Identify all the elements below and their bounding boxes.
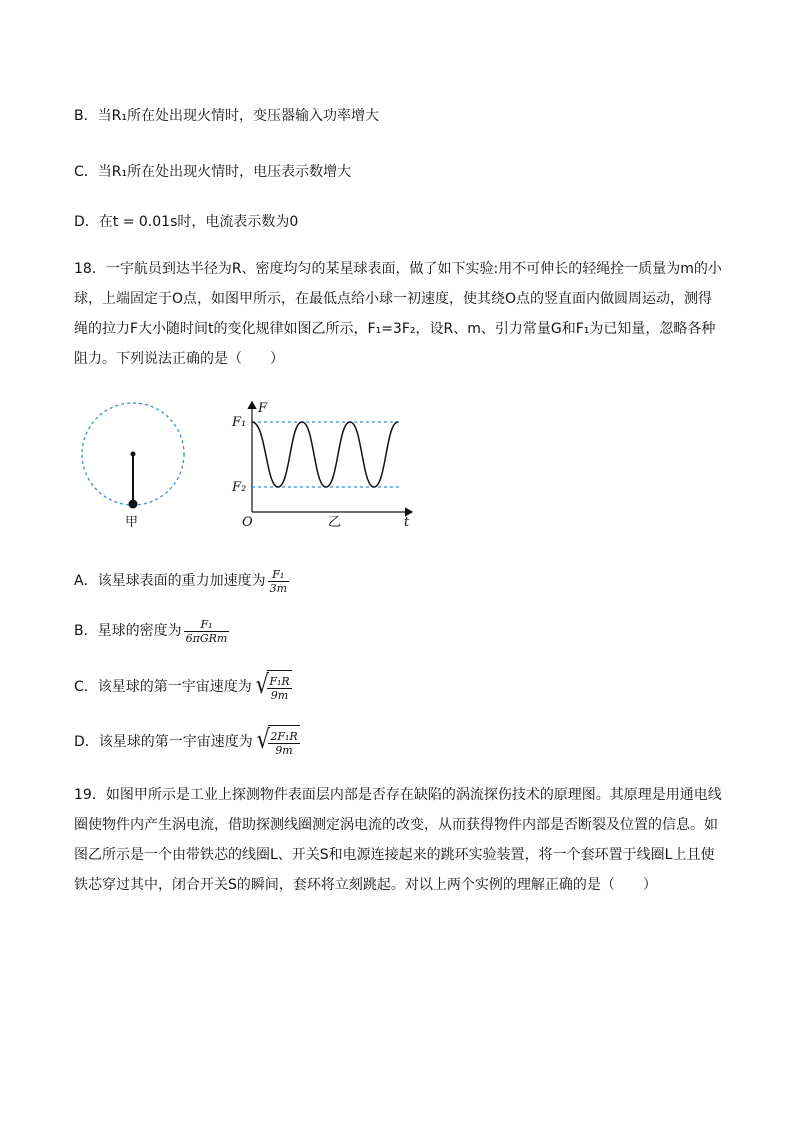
y-axis-label: F bbox=[258, 401, 268, 416]
option-a-numerator: F₁ bbox=[268, 568, 289, 582]
option-b-text: B．星球的密度为 bbox=[74, 623, 182, 639]
option-a-denominator: 3m bbox=[269, 581, 288, 595]
option-d-denominator: 9m bbox=[275, 743, 293, 757]
f1-label: F₁ bbox=[232, 415, 247, 430]
origin-label: O bbox=[242, 515, 253, 530]
question-18-stem: 18．一宇航员到达半径为R、密度均匀的某星球表面，做了如下实验:用不可伸长的轻绳拴一质量为m的小球，上端固定于O点，如图甲所示，在最低点给小球一初速度，使其绕O点的竖直面内做圆周运动，测得绳的拉力F大小随时间t的变化规律如图乙所示，F₁=3F₂，设R、m、引力常量G和F₁为已知量，忽略各种阻力。下列说法正确的是（ ） bbox=[74, 261, 722, 367]
right-caption: 乙 bbox=[328, 515, 342, 530]
option-a-text: A．该星球表面的重力加速度为 bbox=[74, 573, 266, 589]
option-b-numerator: F₁ bbox=[184, 618, 230, 632]
figure-right-graph bbox=[228, 398, 418, 530]
option-a-fraction bbox=[268, 568, 289, 595]
pivot-point bbox=[131, 452, 136, 457]
option-c bbox=[74, 670, 292, 704]
option-b-prev: B．当R₁所在处出现火情时，变压器输入功率增大 bbox=[74, 108, 379, 124]
x-axis-label: t bbox=[404, 515, 410, 530]
option-b-denominator: 6πGRm bbox=[185, 631, 228, 645]
question-19-stem: 19．如图甲所示是工业上探测物件表面层内部是否存在缺陷的涡流探伤技术的原理图。其原理是用通电线圈使物件内产生涡电流，借助探测线圈测定涡电流的改变，从而获得物件内部是否断裂及位置的信息。如图乙所示是一个由带铁芯的线圈L、开关S和电源连接起来的跳环实验装置，将一个套环置于线圈L上且使铁芯穿过其中，闭合开关S的瞬间，套环将立刻跳起。对以上两个实例的理解正确的是（ ） bbox=[74, 787, 722, 893]
f2-label: F₂ bbox=[232, 480, 247, 495]
option-c-text: C．该星球的第一宇宙速度为 bbox=[74, 679, 252, 695]
option-d-numerator: 2F₁R bbox=[270, 729, 298, 743]
option-b bbox=[74, 616, 229, 646]
option-b-fraction bbox=[184, 618, 230, 645]
figure-left-circle bbox=[78, 398, 190, 530]
option-d-prev: D．在t = 0.01s时，电流表示数为0 bbox=[74, 214, 299, 230]
ball bbox=[129, 500, 138, 509]
force-curve bbox=[252, 422, 398, 487]
option-c-sqrt: √ $\frac{\text{F₁R}}{9m}$ bbox=[254, 670, 292, 704]
option-c-prev: C．当R₁所在处出现火情时，电压表示数增大 bbox=[74, 164, 352, 180]
option-a bbox=[74, 566, 289, 596]
option-d-text: D．该星球的第一宇宙速度为 bbox=[74, 734, 253, 750]
option-d-sqrt: √ $\frac{\text{2F₁R}}{9m}$ bbox=[255, 725, 300, 759]
option-d bbox=[74, 725, 300, 759]
option-c-numerator: F₁R bbox=[269, 674, 290, 688]
option-c-denominator: 9m bbox=[270, 688, 289, 702]
left-caption: 甲 bbox=[125, 515, 139, 530]
